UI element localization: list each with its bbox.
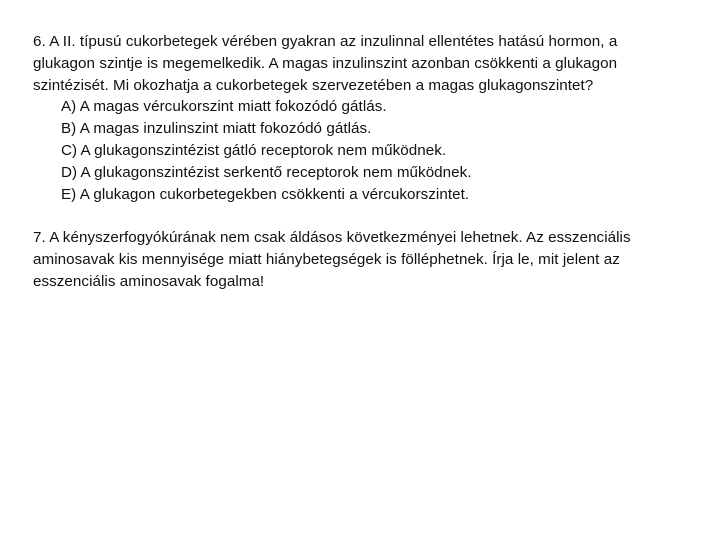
document-page [33, 31, 693, 293]
question-7-text [33, 227, 693, 292]
question-6-text [33, 31, 693, 96]
paragraph-gap [33, 205, 693, 227]
option-e: E) A glukagon cukorbetegekben csökkenti a vércukorszintet. [61, 185, 470, 203]
option-d: D) A glukagonszintézist serkentő receptorok nem működnek. [61, 163, 472, 181]
question-6-line: glukagon szintje is megemelkedik. A magas inzulinszint azonban csökkenti a glukagon [33, 54, 618, 72]
question-6-line: 6. A II. típusú cukorbetegek vérében gyakran az inzulinnal ellentétes hatású hormon, a [33, 33, 618, 50]
question-7-line: 7. A kényszerfogyókúrának nem csak áldásos következményei lehetnek. Az esszenciális [33, 229, 631, 247]
option-a: A) A magas vércukorszint miatt fokozódó gátlás. [61, 98, 387, 116]
question-6-options [33, 96, 693, 205]
question-7-line: esszenciális aminosavak fogalma! [33, 272, 265, 290]
question-6-line: szintézisét. Mi okozhatja a cukorbetegek szervezetében a magas glukagonszintet? [33, 76, 594, 94]
option-c: C) A glukagonszintézist gátló receptorok nem működnek. [61, 141, 447, 159]
option-b: B) A magas inzulinszint miatt fokozódó gátlás. [61, 120, 372, 138]
question-7-line: aminosavak kis mennyisége miatt hiánybetegségek is fölléphetnek. Írja le, mit jelent az [33, 251, 620, 269]
